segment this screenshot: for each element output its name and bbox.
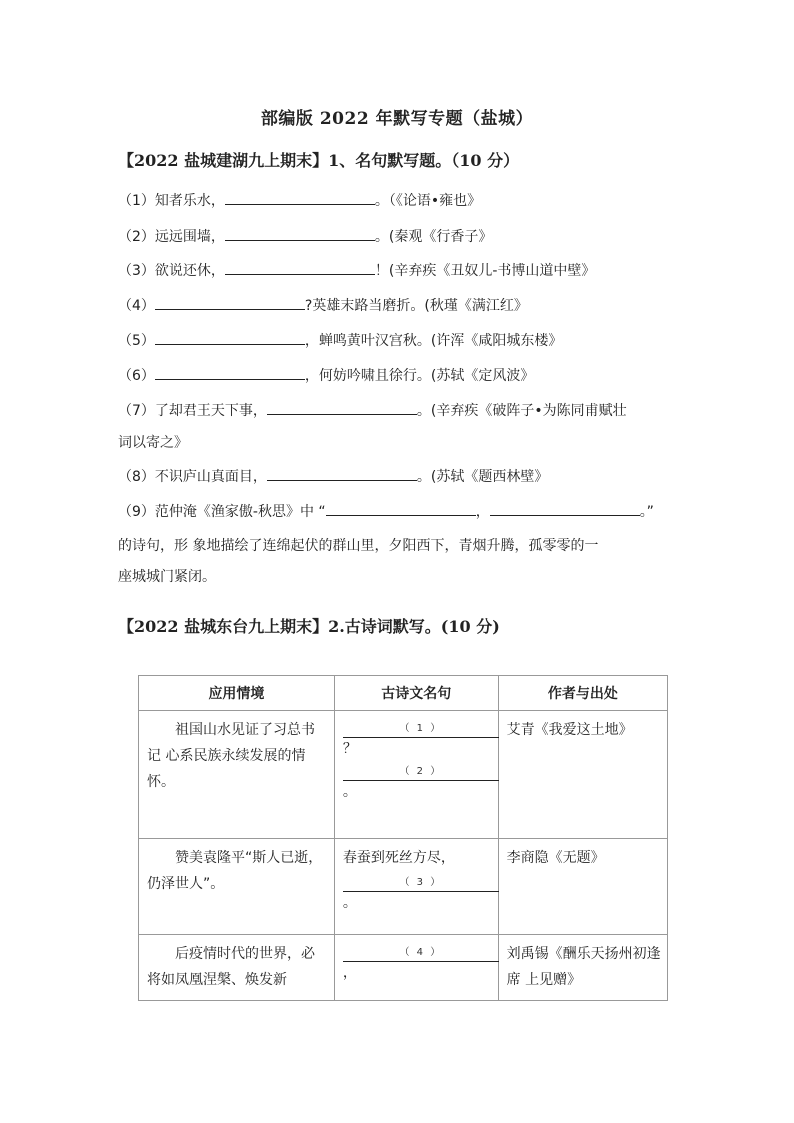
table-row: [139, 839, 668, 935]
answer-blank[interactable]: [326, 501, 476, 516]
answer-blank[interactable]: （ 2 ）: [343, 766, 499, 781]
question-2: （2）远远围墙， 。(秦观《行香子》: [118, 226, 492, 247]
context-cell: 赞美袁隆平“斯人已逝，仍泽世人”。: [139, 839, 335, 935]
question-3: （3）欲说还休， ！(辛弃疾《丑奴儿-书博山道中壁》: [118, 260, 595, 281]
source-cell: 李商隐《无题》: [498, 839, 667, 935]
context-cell: 后疫情时代的世界，必 将如凤凰涅槃、焕发新: [139, 935, 335, 1001]
column-header: 古诗文名句: [334, 676, 498, 711]
answer-blank[interactable]: （ 1 ）: [343, 723, 499, 738]
context-cell: 祖国山水见证了习总书记 心系民族永续发展的情怀。: [139, 711, 335, 839]
answer-blank[interactable]: [225, 226, 375, 241]
verse-cell: 春蚕到死丝方尽， （ 3 ） 。: [334, 839, 498, 935]
question-8: （8）不识庐山真面目， 。(苏轼《题西林壁》: [118, 466, 548, 487]
question-5: （5） ，蝉鸣黄叶汉宫秋。(许浑《咸阳城东楼》: [118, 330, 562, 351]
answer-blank[interactable]: [155, 330, 305, 345]
source-cell: 艾青《我爱这土地》: [498, 711, 667, 839]
question-7: （7）了却君王天下事， 。(辛弃疾《破阵子•为陈同甫赋壮: [118, 400, 627, 421]
answer-blank[interactable]: [225, 260, 375, 275]
verse-cell: （ 1 ） ？ （ 2 ） 。: [334, 711, 498, 839]
question-1: （1）知者乐水， 。（《论语•雍也》: [118, 190, 481, 211]
column-header: 应用情境: [139, 676, 335, 711]
answer-blank[interactable]: [490, 501, 640, 516]
question-9-continued: 的诗句，形 象地描绘了连绵起伏的群山里，夕阳西下，青烟升腾，孤零零的一: [118, 538, 599, 554]
section1-heading: 【2022 盐城建湖九上期末】1、名句默写题。（10 分）: [118, 151, 520, 170]
answer-blank[interactable]: （ 3 ）: [343, 877, 499, 892]
poetry-table: [138, 675, 668, 1001]
answer-blank[interactable]: [225, 190, 375, 205]
table-row: [139, 935, 668, 1001]
table-header-row: [139, 676, 668, 711]
question-4: （4） ?英雄末路当磨折。(秋瑾《满江红》: [118, 295, 528, 316]
question-7-continued: 词以寄之》: [118, 435, 188, 451]
column-header: 作者与出处: [498, 676, 667, 711]
table-row: [139, 711, 668, 839]
verse-cell: （ 4 ） ，: [334, 935, 498, 1001]
source-cell: 刘禹锡《酬乐天扬州初逢席 上见赠》: [498, 935, 667, 1001]
answer-blank[interactable]: [155, 295, 305, 310]
question-9-continued: 座城城门紧闭。: [118, 569, 216, 585]
answer-blank[interactable]: [267, 466, 417, 481]
question-6: （6） ，何妨吟啸且徐行。(苏轼《定风波》: [118, 365, 534, 386]
answer-blank[interactable]: （ 4 ）: [343, 947, 499, 962]
document-title: 部编版 2022 年默写专题（盐城）: [260, 109, 534, 129]
question-9: （9）范仲淹《渔家傲-秋思》中 “ ， 。”: [118, 501, 654, 522]
section2-heading: 【2022 盐城东台九上期末】2.古诗词默写。(10 分): [118, 617, 500, 636]
answer-blank[interactable]: [267, 400, 417, 415]
answer-blank[interactable]: [155, 365, 305, 380]
